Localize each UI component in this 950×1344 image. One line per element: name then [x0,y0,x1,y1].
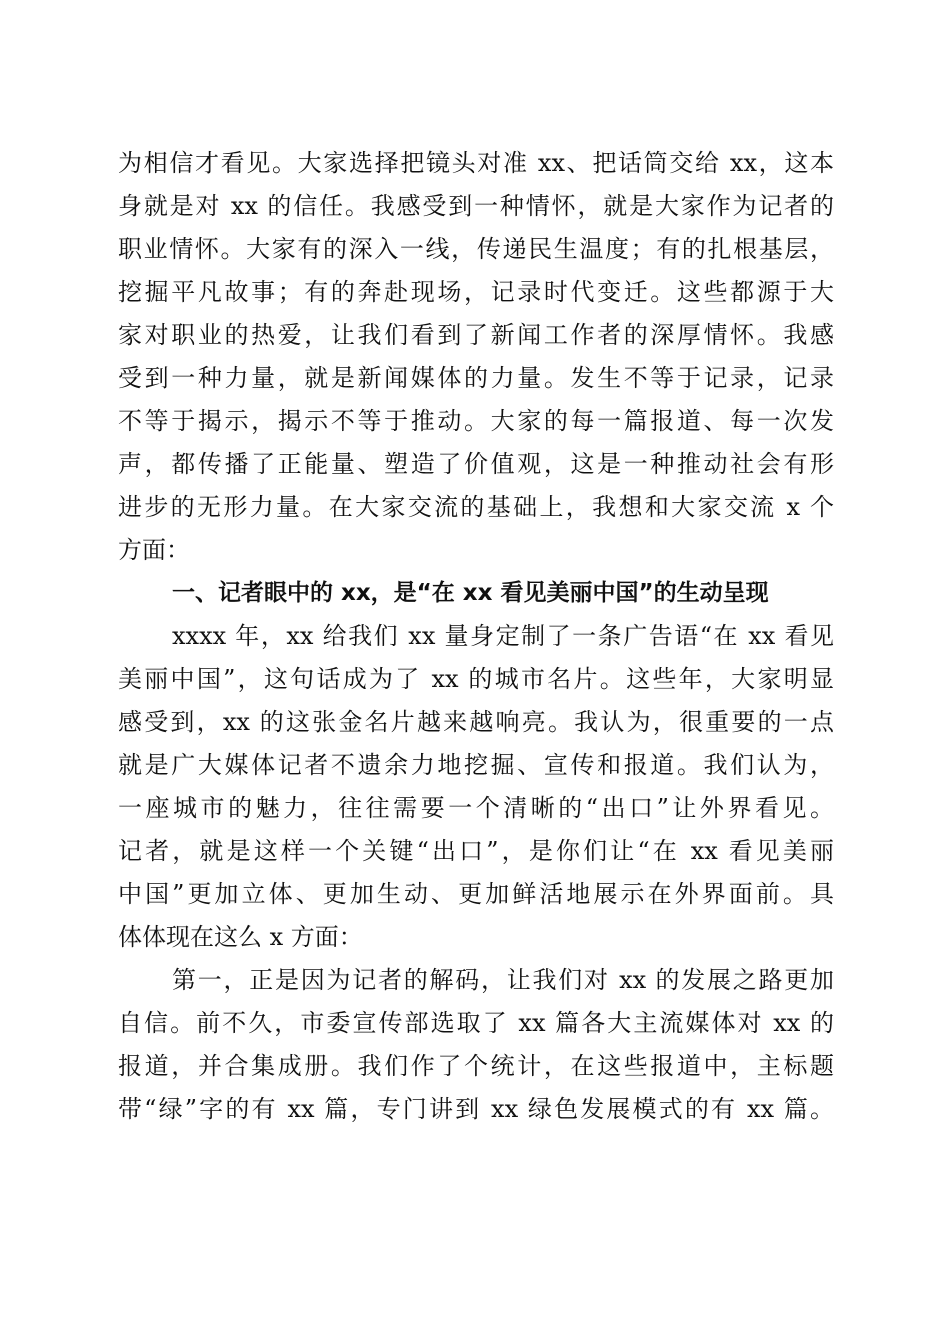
paragraph-first-point [118,959,834,1131]
text-line: 带“绿”字的有 xx 篇，专门讲到 xx 绿色发展模式的有 xx 篇。 [118,1095,834,1123]
section-heading: 一、记者眼中的 xx，是“在 xx 看见美丽中国”的生动呈现 [172,580,769,606]
text-line: 方面： [118,536,190,564]
text-line: 不等于揭示，揭示不等于推动。大家的每一篇报道、每一次发 [118,407,834,435]
document-body [118,142,834,1131]
paragraph-intro [118,142,834,572]
text-line: 受到一种力量，就是新闻媒体的力量。发生不等于记录，记录 [118,364,834,392]
text-line: 中国”更加立体、更加生动、更加鲜活地展示在外界面前。具 [118,880,834,908]
text-line: 就是广大媒体记者不遗余力地挖掘、宣传和报道。我们认为， [118,751,834,779]
text-line: xxxx 年，xx 给我们 xx 量身定制了一条广告语“在 xx 看见 [172,622,834,650]
text-line: 声，都传播了正能量、塑造了价值观，这是一种推动社会有形 [118,450,834,478]
text-line: 美丽中国”，这句话成为了 xx 的城市名片。这些年，大家明显 [118,665,834,693]
text-line: 一座城市的魅力，往往需要一个清晰的“出口”让外界看见。 [118,794,834,822]
text-line: 报道，并合集成册。我们作了个统计，在这些报道中，主标题 [118,1052,834,1080]
text-line: 身就是对 xx 的信任。我感受到一种情怀，就是大家作为记者的 [118,192,834,220]
text-line: 第一，正是因为记者的解码，让我们对 xx 的发展之路更加 [172,966,834,994]
text-line: 家对职业的热爱，让我们看到了新闻工作者的深厚情怀。我感 [118,321,834,349]
text-line: 为相信才看见。大家选择把镜头对准 xx、把话筒交给 xx，这本 [118,149,834,177]
text-line: 进步的无形力量。在大家交流的基础上，我想和大家交流 x 个 [118,493,834,521]
text-line: 自信。前不久，市委宣传部选取了 xx 篇各大主流媒体对 xx 的 [118,1009,834,1037]
text-line: 体体现在这么 x 方面： [118,923,363,951]
text-line: 职业情怀。大家有的深入一线，传递民生温度；有的扎根基层， [118,235,834,263]
paragraph-city-card [118,615,834,959]
text-line: 记者，就是这样一个关键“出口”，是你们让“在 xx 看见美丽 [118,837,834,865]
text-line: 挖掘平凡故事；有的奔赴现场，记录时代变迁。这些都源于大 [118,278,834,306]
text-line: 感受到，xx 的这张金名片越来越响亮。我认为，很重要的一点 [118,708,834,736]
